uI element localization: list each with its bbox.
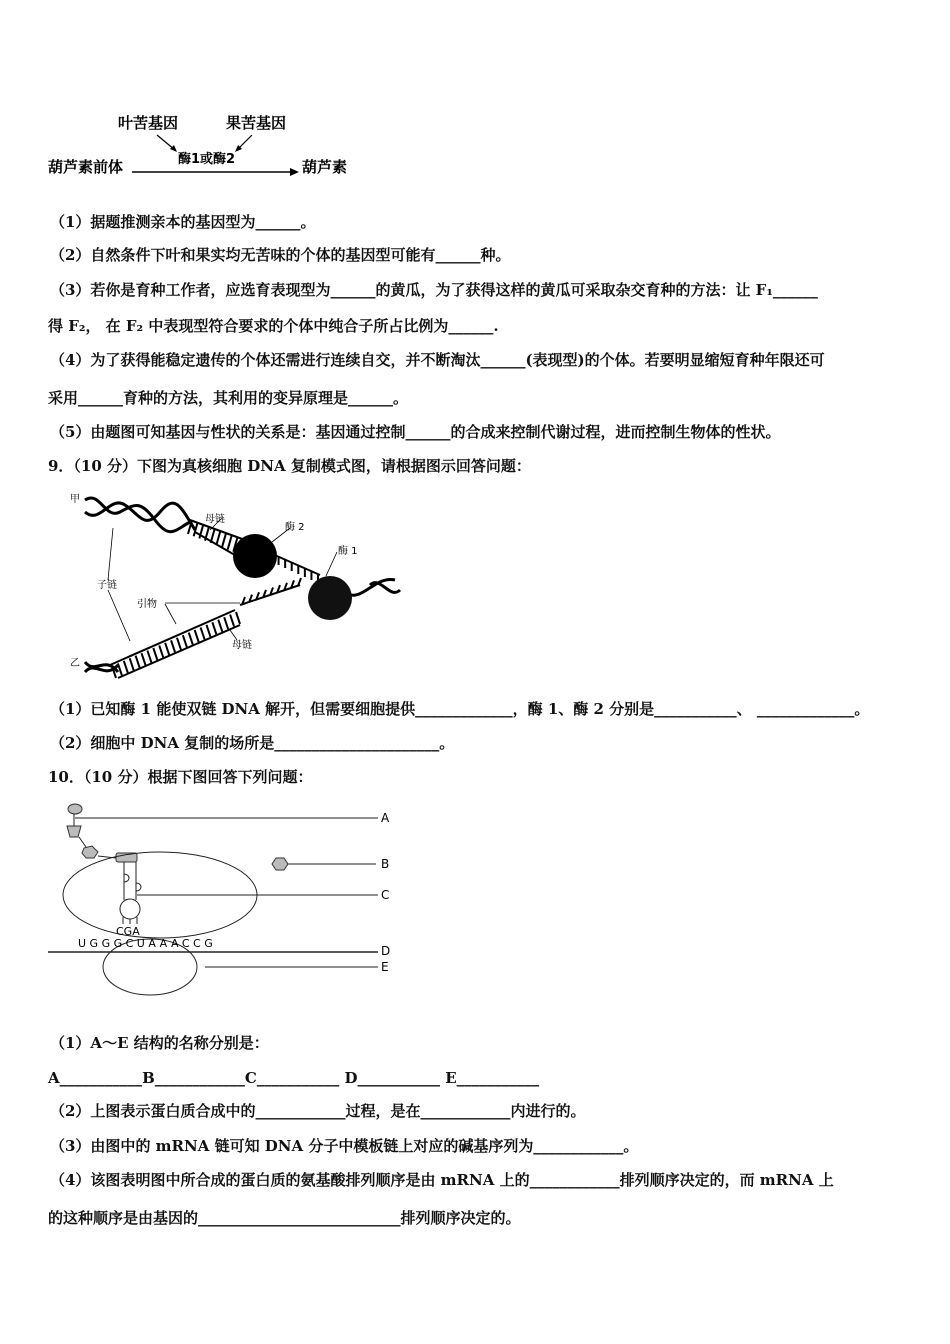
label-mother-strand-top: 母链 <box>205 514 225 525</box>
label-yi: 乙 <box>70 658 80 669</box>
q9-title: 9．（10 分）下图为真核细胞 DNA 复制模式图，请根据图示回答问题： <box>48 457 531 475</box>
q8-part2: （2）自然条件下叶和果实均无苦味的个体的基因型可能有______种。 <box>50 246 511 264</box>
label-b: B <box>381 857 390 871</box>
q10-part1: （1）A～E 结构的名称分别是： <box>50 1034 269 1052</box>
q9-part1: （1）已知酶 1 能使双链 DNA 解开，但需要细胞提供_____________，酶 1、酶 2 分别是___________、 _____________。 <box>50 700 870 718</box>
mrna-sequence: UGGGCUAAACCG <box>78 937 217 950</box>
q8-part3-line1: （3）若你是育种工作者，应选育表现型为______的黄瓜，为了获得这样的黄瓜可采取杂交育种的方法：让 F₁______ <box>50 281 818 299</box>
label-daughter-strand: 子链 <box>97 580 117 591</box>
label-leaf-bitter-gene: 叶苦基因 <box>118 114 179 132</box>
label-jia: 甲 <box>70 494 80 505</box>
label-enzyme: 酶1或酶2 <box>178 152 236 167</box>
label-fruit-bitter-gene: 果苦基因 <box>226 114 287 132</box>
label-e: E <box>381 960 389 974</box>
q10-part3: （3）由图中的 mRNA 链可知 DNA 分子中模板链上对应的碱基序列为____________。 <box>50 1137 639 1155</box>
q8-part3-line2: 得 F₂， 在 F₂ 中表现型符合要求的个体中纯合子所占比例为______. <box>48 317 499 335</box>
anticodon: CGA <box>116 925 140 938</box>
q10-part1-blanks: A___________B____________C___________ D___________ E___________ <box>48 1069 540 1087</box>
q8-part4-line1: （4）为了获得能稳定遗传的个体还需进行连续自交，并不断淘汰______(表现型)的个体。若要明显缩短育种年限还可 <box>50 351 825 369</box>
q9-part2: （2）细胞中 DNA 复制的场所是______________________。 <box>50 734 455 752</box>
q10-part4-line1: （4）该图表明图中所合成的蛋白质的氨基酸排列顺序是由 mRNA 上的____________排列顺序决定的，而 mRNA 上 <box>50 1171 834 1189</box>
q10-part4-line2: 的这种顺序是由基因的___________________________排列顺序决定的。 <box>48 1209 521 1227</box>
label-enzyme1: 酶 1 <box>338 546 358 557</box>
label-mother-strand-bottom: 母链 <box>232 640 252 651</box>
q8-part5: （5）由题图可知基因与性状的关系是：基因通过控制______的合成来控制代谢过程，进而控制生物体的性状。 <box>50 423 781 441</box>
label-c: C <box>381 888 390 902</box>
q8-part1: （1）据题推测亲本的基因型为______。 <box>50 213 316 231</box>
label-primer: 引物 <box>137 599 157 610</box>
label-cucurbitacin: 葫芦素 <box>302 158 348 176</box>
q8-part4-line2: 采用______育种的方法，其利用的变异原理是______。 <box>48 389 409 407</box>
label-d: D <box>381 944 391 958</box>
q10-title: 10．（10 分）根据下图回答下列问题： <box>48 768 313 786</box>
label-enzyme2: 酶 2 <box>285 522 305 533</box>
q10-part2: （2）上图表示蛋白质合成中的____________过程，是在____________内进行的。 <box>50 1102 586 1120</box>
label-precursor: 葫芦素前体 <box>48 158 124 176</box>
amino-acid-b-shape <box>272 858 288 870</box>
label-a: A <box>381 811 390 825</box>
amino-acid-shape <box>68 804 82 814</box>
